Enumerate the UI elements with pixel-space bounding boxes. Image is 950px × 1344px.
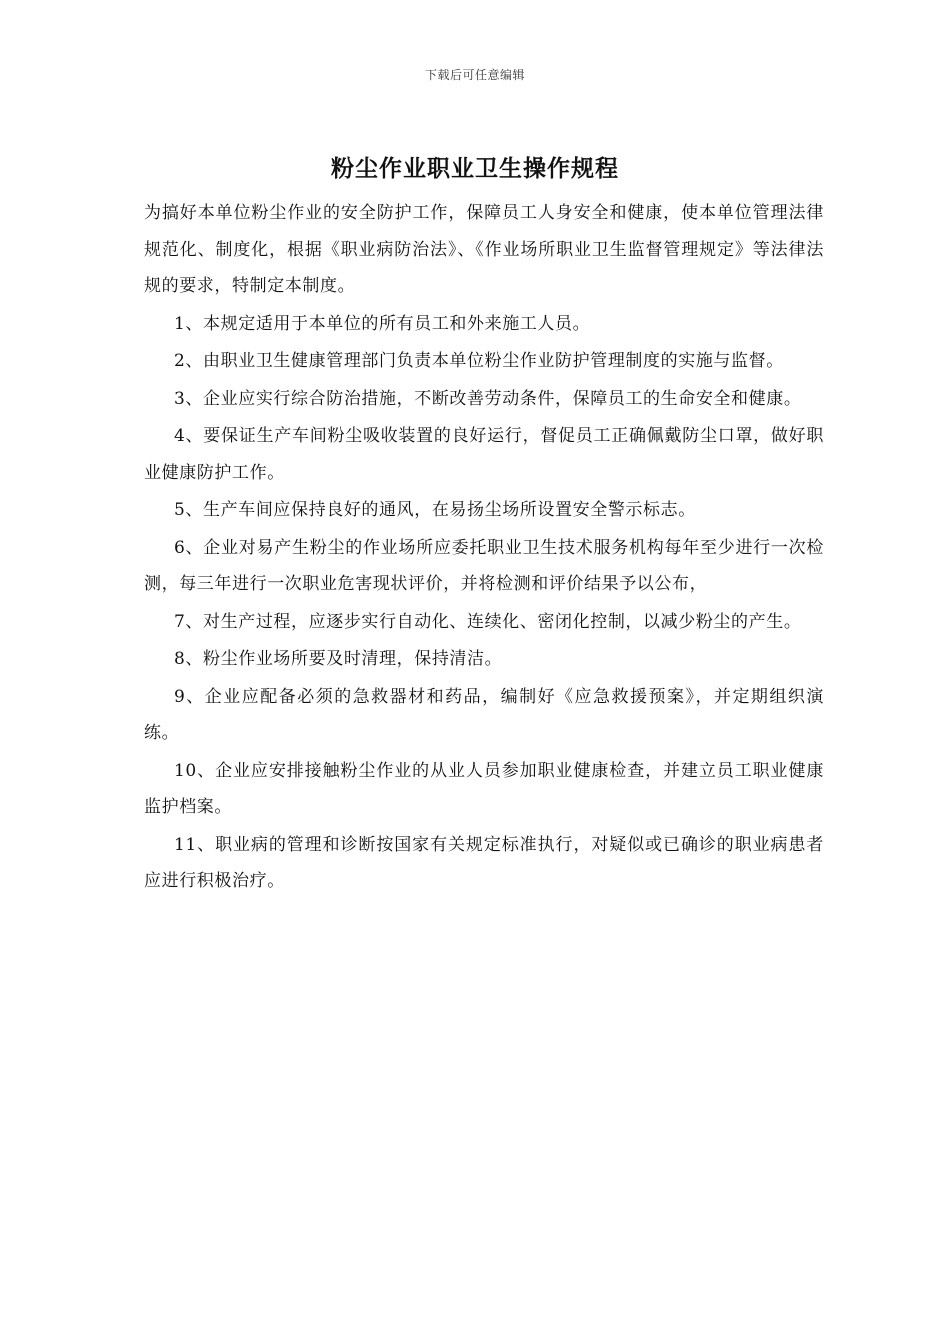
document-body [144, 195, 824, 901]
rule-item-11: 11、职业病的管理和诊断按国家有关规定标准执行，对疑似或已确诊的职业病患者应进行积极治疗。 [144, 834, 824, 891]
rule-item-2: 2、由职业卫生健康管理部门负责本单位粉尘作业防护管理制度的实施与监督。 [174, 351, 784, 371]
rule-item-8: 8、粉尘作业场所要及时清理，保持清洁。 [174, 649, 503, 669]
rule-item-4: 4、要保证生产车间粉尘吸收装置的良好运行，督促员工正确佩戴防尘口罩，做好职业健康防护工作。 [144, 426, 824, 483]
header-note: 下载后可任意编辑 [424, 68, 525, 82]
rule-item-3: 3、企业应实行综合防治措施，不断改善劳动条件，保障员工的生命安全和健康。 [174, 388, 802, 409]
rule-item-5: 5、生产车间应保持良好的通风，在易扬尘场所设置安全警示标志。 [174, 500, 696, 520]
rule-item-1: 1、本规定适用于本单位的所有员工和外来施工人员。 [174, 313, 591, 334]
rule-item-6: 6、企业对易产生粉尘的作业场所应委托职业卫生技术服务机构每年至少进行一次检测，每三年进行一次职业危害现状评价，并将检测和评价结果予以公布， [144, 537, 824, 594]
document-title: 粉尘作业职业卫生操作规程 [331, 155, 619, 182]
rule-item-9: 9、企业应配备必须的急救器材和药品，编制好《应急救援预案》，并定期组织演练。 [144, 686, 824, 743]
rule-item-7: 7、对生产过程，应逐步实行自动化、连续化、密闭化控制，以减少粉尘的产生。 [174, 611, 802, 632]
intro-paragraph: 为搞好本单位粉尘作业的安全防护工作，保障员工人身安全和健康，使本单位管理法律规范化、制度化，根据《职业病防治法》、《作业场所职业卫生监督管理规定》等法律法规的要求，特制定本制度。 [144, 203, 824, 296]
rule-item-10: 10、企业应安排接触粉尘作业的从业人员参加职业健康检查，并建立员工职业健康监护档案。 [144, 760, 824, 817]
